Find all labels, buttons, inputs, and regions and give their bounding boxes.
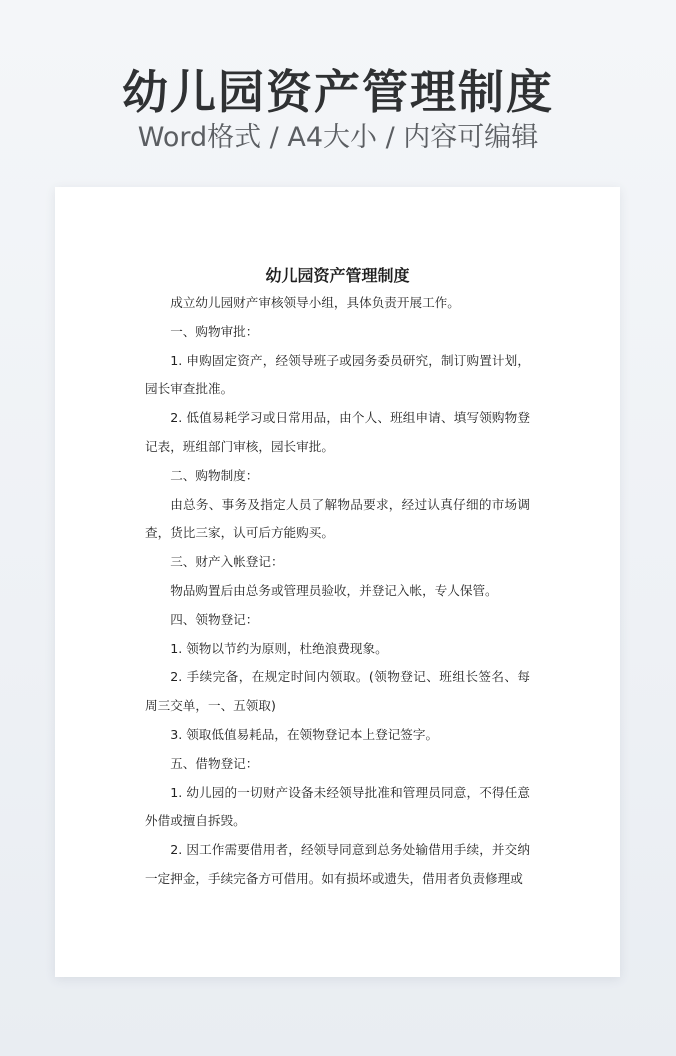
paragraph-item: 2. 手续完备，在规定时间内领取。(领物登记、班组长签名、每周三交单，一、五领取) [145,669,530,714]
paragraph-item: 3. 领取低值易耗品，在领物登记本上登记签字。 [170,726,439,742]
section-heading-requisition: 四、领物登记： [170,611,259,627]
paragraph-item: 由总务、事务及指定人员了解物品要求，经过认真仔细的市场调查，货比三家，认可后方能购买。 [145,496,530,541]
document-body [145,289,530,894]
paragraph-item: 1. 申购固定资产，经领导班子或园务委员研究，制订购置计划，园长审查批准。 [145,352,530,397]
paragraph-intro: 成立幼儿园财产审核领导小组，具体负责开展工作。 [170,295,460,310]
document-page [55,187,620,977]
banner-subtitle: Word格式 / A4大小 / 内容可编辑 [137,122,539,153]
paragraph-item: 2. 因工作需要借用者，经领导同意到总务处输借用手续，并交纳一定押金，手续完备方可借用。如有损坏或遗失，借用者负责修理或 [145,842,530,886]
section-heading-purchase-rules: 二、购物制度： [170,467,259,483]
paragraph-item: 1. 幼儿园的一切财产设备未经领导批准和管理员同意，不得任意外借或擅自拆毁。 [145,784,530,829]
document-title: 幼儿园资产管理制度 [265,266,410,285]
section-heading-asset-registration: 三、财产入帐登记： [170,554,284,570]
banner-title: 幼儿园资产管理制度 [122,65,554,119]
paragraph-item: 物品购置后由总务或管理员验收，并登记入帐，专人保管。 [170,582,498,598]
section-heading-borrowing: 五、借物登记： [170,755,259,771]
paragraph-item: 2. 低值易耗学习或日常用品，由个人、班组申请、填写领购物登记表，班组部门审核，园长审批。 [145,410,530,454]
section-heading-purchase-approval: 一、购物审批： [170,323,259,339]
paragraph-item: 1. 领物以节约为原则，杜绝浪费现象。 [170,640,388,656]
